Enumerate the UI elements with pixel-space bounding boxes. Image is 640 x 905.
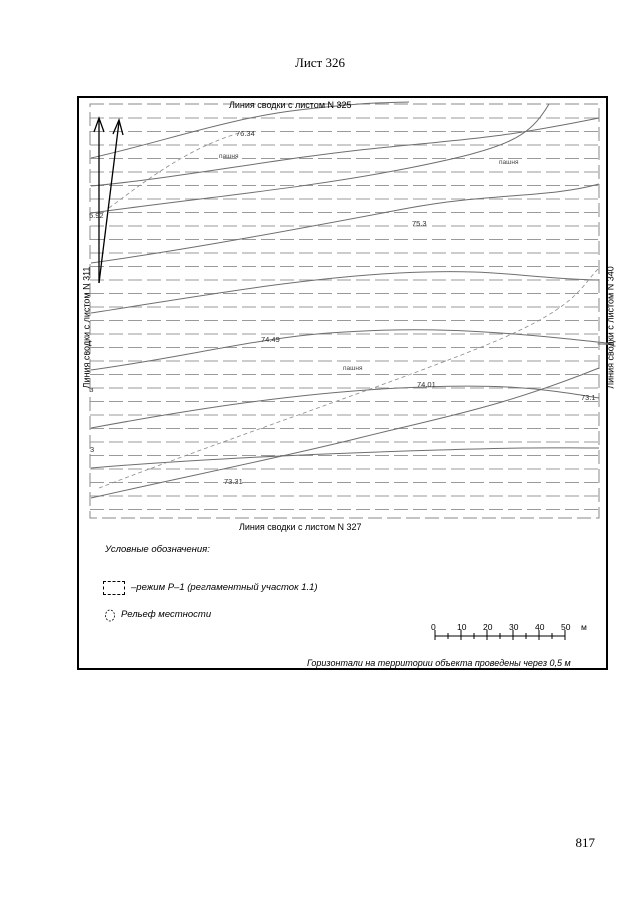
scale-tick-label: 40 (535, 622, 545, 632)
bottom-adjacent-sheet-label: Линия сводки с листом N 327 (239, 522, 362, 532)
dashed-contours (99, 133, 599, 488)
elevation-label: 5.92 (89, 211, 104, 220)
contour-line (91, 330, 614, 370)
scale-bar (427, 622, 577, 642)
legend-relief-label: Рельеф местности (121, 609, 212, 620)
legend-title: Условные обозначения: (105, 544, 210, 555)
north-arrow (94, 118, 123, 283)
contour-line (91, 118, 599, 186)
map-frame (77, 96, 616, 670)
scale-tick-label: 20 (483, 622, 493, 632)
elevation-label: 73.1 (581, 393, 596, 402)
top-adjacent-sheet-label: Линия сводки с листом N 325 (229, 100, 352, 110)
contour-line (91, 386, 599, 428)
left-adjacent-sheet-label: Линия сводки с листом N 311 (81, 266, 92, 389)
relief-symbol-icon (103, 608, 117, 622)
right-adjacent-sheet-label: Линия сводки с листом N 340 (605, 266, 616, 389)
scale-tick-label: 30 (509, 622, 519, 632)
contour-line (90, 445, 599, 468)
legend-zone-label: –режим Р–1 (регламентный участок 1.1) (131, 582, 318, 593)
elevation-label: 75.3 (412, 219, 427, 228)
scale-tick-label: 0 (431, 622, 436, 632)
zone-symbol-icon (103, 581, 125, 595)
contour-interval-note: Горизонтали на территории объекта проведены через 0,5 м (307, 658, 571, 668)
land-use-label: пашня (499, 159, 519, 166)
elevation-label: 74.49 (261, 335, 280, 344)
contour-lines (91, 102, 614, 498)
elevation-label: 3 (90, 445, 95, 454)
elevation-label: з (90, 385, 94, 394)
land-use-label: пашня (343, 365, 363, 372)
scale-tick-label: 50 (561, 622, 571, 632)
sheet-title: Лист 326 (295, 55, 345, 70)
elevation-label: 76.34 (236, 129, 255, 138)
elevation-label: 73.31 (224, 477, 243, 486)
page-number: 817 (575, 835, 595, 850)
elevation-label: 74.01 (417, 380, 436, 389)
land-use-label: пашня (219, 153, 239, 160)
scale-unit-label: м (581, 622, 587, 632)
scale-tick-label: 10 (457, 622, 467, 632)
contour-line (91, 184, 599, 263)
